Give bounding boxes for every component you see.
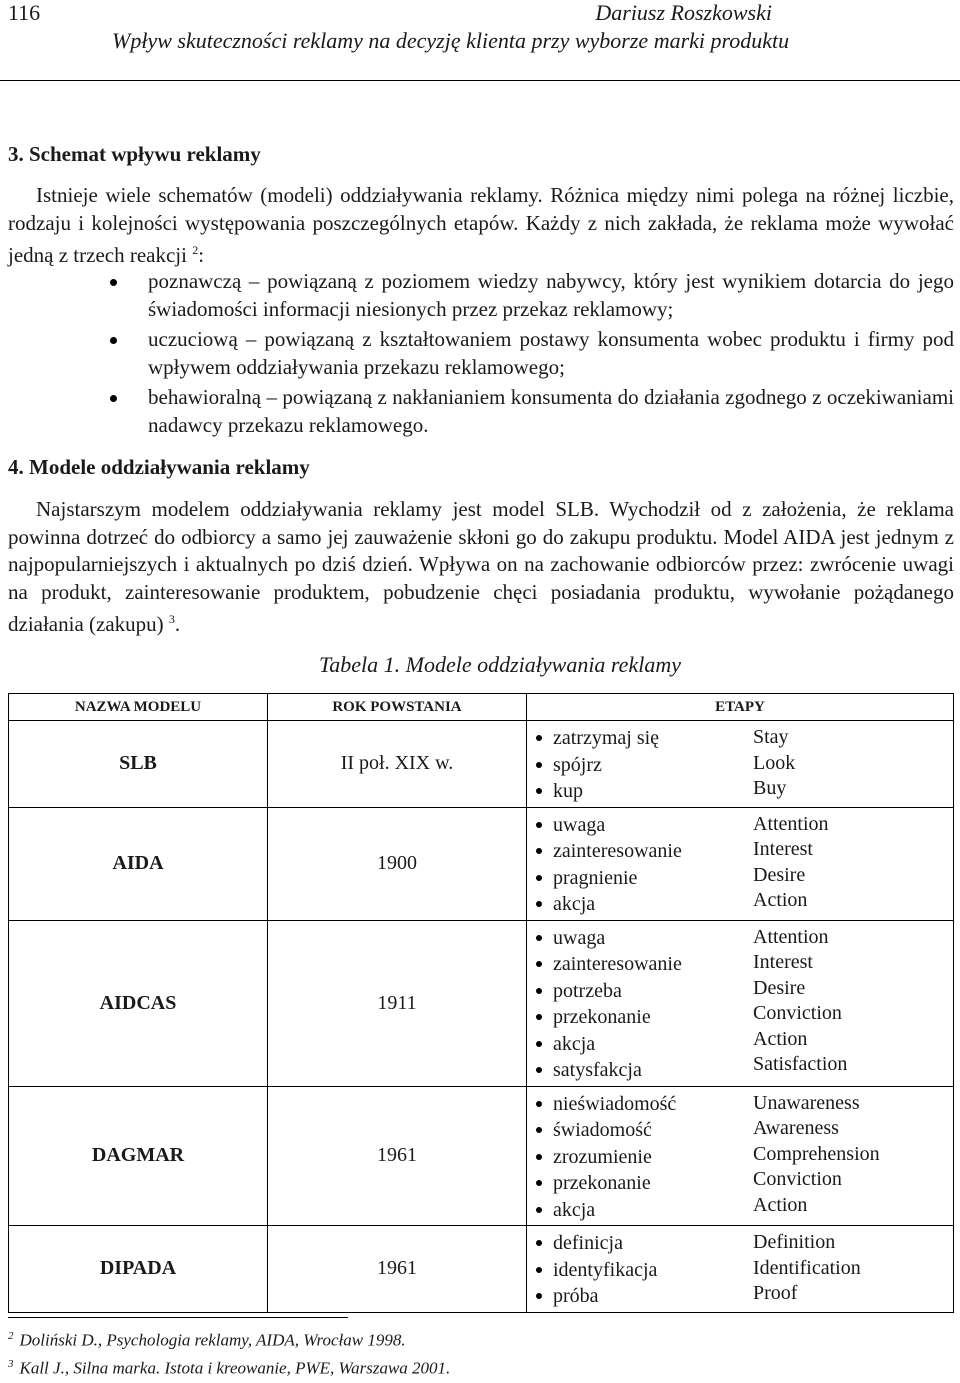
- bullet-text: uczuciową – powiązaną z kształtowaniem postawy konsumenta wobec produktu i firmy pod wpływem oddziaływania przekazu reklamowego;: [148, 327, 954, 379]
- stage-item-en: Stay: [753, 726, 789, 748]
- footnote-ref-3: 3: [168, 612, 175, 626]
- stage-text: akcja: [553, 1198, 596, 1221]
- polish-stages-list: [527, 725, 753, 805]
- bullet-icon: [536, 875, 542, 881]
- footnote-number: 3: [8, 1358, 14, 1370]
- bullet-icon: [536, 988, 542, 994]
- bullet-icon: [536, 1154, 542, 1160]
- polish-stages-list: [527, 812, 753, 918]
- stage-item-en: Satisfaction: [753, 1053, 848, 1075]
- stage-item-en: Desire: [753, 976, 806, 999]
- model-year-cell: II poł. XIX w.: [268, 721, 527, 808]
- bullet-text: poznawczą – powiązaną z poziomem wiedzy nabywcy, który jest wynikiem dotarcia do jego świadomości informacji niesionych przez przekaz reklamowy;: [148, 269, 954, 321]
- intro-end: :: [198, 243, 205, 267]
- stage-item-pl: [527, 951, 753, 978]
- running-title: Wpływ skuteczności reklamy na decyzję klienta przy wyborze marki produktu: [112, 28, 790, 53]
- stage-text: pragnienie: [553, 866, 638, 889]
- paragraph-end: .: [174, 612, 181, 636]
- bullet-icon: [536, 901, 542, 907]
- stage-item-en: Desire: [753, 863, 806, 886]
- model-name-cell: DAGMAR: [9, 1086, 268, 1226]
- intro-text: Istnieje wiele schematów (modeli) oddziaływania reklamy. Różnica między nimi polega na różnej liczbie, rodzaju i kolejności występowania poszczególnych etapów. Każdy z nich zakłada, że reklama może wywołać jedną z trzech reakcji: [8, 183, 954, 267]
- footnote-3: [8, 1358, 450, 1379]
- stage-text: świadomość: [553, 1119, 652, 1141]
- stage-text: nieświadomość: [553, 1092, 677, 1115]
- bullet-icon: [536, 1067, 542, 1073]
- stage-item-en: Proof: [753, 1282, 798, 1304]
- bullet-icon: [536, 1127, 542, 1133]
- stage-item-pl: [527, 1283, 753, 1310]
- stage-text: zatrzymaj się: [553, 727, 660, 749]
- stage-text: zainteresowanie: [553, 953, 682, 975]
- bullet-icon: [536, 788, 542, 794]
- stage-item-pl: [527, 865, 753, 892]
- stage-text: przekonanie: [553, 1172, 651, 1194]
- bullet-icon: [536, 1101, 542, 1107]
- bullet-icon: [536, 1014, 542, 1020]
- footnote-number: 2: [8, 1330, 14, 1342]
- stage-item-pl: [527, 1230, 753, 1257]
- bullet-icon: [536, 848, 542, 854]
- stage-item-pl: [527, 1004, 753, 1031]
- stage-item-pl: [527, 1091, 753, 1118]
- column-header-year: ROK POWSTANIA: [268, 694, 527, 721]
- polish-stages-list: [527, 925, 753, 1084]
- stage-item-en: Attention: [753, 925, 829, 948]
- stage-text: przekonanie: [553, 1006, 651, 1028]
- stage-item-pl: [527, 1117, 753, 1144]
- column-header-stages: ETAPY: [527, 694, 954, 721]
- model-year-cell: 1911: [268, 920, 527, 1086]
- section-3-intro: [8, 182, 954, 270]
- list-item: [8, 326, 954, 381]
- stage-text: identyfikacja: [553, 1258, 658, 1281]
- column-header-name: NAZWA MODELU: [9, 694, 268, 721]
- model-year-cell: 1900: [268, 807, 527, 920]
- stage-item-pl: [527, 812, 753, 839]
- list-item: [8, 384, 954, 439]
- model-year-cell: 1961: [268, 1086, 527, 1226]
- stage-item-en: Awareness: [753, 1117, 839, 1139]
- english-stages-list: [753, 725, 953, 805]
- stage-item-pl: [527, 978, 753, 1005]
- bullet-icon: [536, 735, 542, 741]
- stages-grid: [527, 1230, 953, 1310]
- stage-item-pl: [527, 925, 753, 952]
- bullet-icon: [536, 1267, 542, 1273]
- stage-item-pl: [527, 778, 753, 805]
- bullet-icon: [536, 762, 542, 768]
- footnote-text: Doliński D., Psychologia reklamy, AIDA, Wrocław 1998.: [19, 1330, 406, 1350]
- model-stages-cell: [527, 1226, 954, 1313]
- bullet-icon: [536, 935, 542, 941]
- bullet-icon: [536, 1207, 542, 1213]
- stage-text: zainteresowanie: [553, 840, 682, 862]
- stage-item-pl: [527, 1197, 753, 1224]
- model-name-cell: DIPADA: [9, 1226, 268, 1313]
- footnote-2: [8, 1330, 406, 1351]
- model-name-cell: AIDA: [9, 807, 268, 920]
- stage-item-en: Attention: [753, 812, 829, 835]
- model-stages-cell: [527, 807, 954, 920]
- bullet-icon: [536, 1041, 542, 1047]
- footnote-text: Kall J., Silna marka. Istota i kreowanie, PWE, Warszawa 2001.: [19, 1358, 451, 1378]
- paragraph-text: Najstarszym modelem oddziaływania reklamy jest model SLB. Wychodził od z założenia, że reklama powinna dotrzeć do odbiorcy a samo jej zauważenie skłoni go do zakupu produktu. Model AIDA jest jednym z najpopularniejszych i aktualnych po dziś dzień. Wpływa on na zachowanie odbiorców przez: zwrócenie uwagi na produkt, zainteresowanie produktem, pobudzenie chęci posiadania produktu, wywołanie pożądanego działania (zakupu): [8, 497, 954, 636]
- stage-item-en: Comprehension: [753, 1142, 880, 1165]
- bullet-icon: [536, 822, 542, 828]
- stage-item-en: Unawareness: [753, 1091, 860, 1114]
- stage-item-en: Buy: [753, 777, 787, 799]
- stage-item-pl: [527, 838, 753, 865]
- reaction-list: [8, 268, 954, 442]
- stage-item-pl: [527, 725, 753, 752]
- section-3-heading: 3. Schemat wpływu reklamy: [8, 142, 261, 166]
- stage-text: potrzeba: [553, 979, 622, 1002]
- polish-stages-list: [527, 1230, 753, 1310]
- bullet-icon: [536, 1180, 542, 1186]
- models-table: [8, 693, 954, 1313]
- model-stages-cell: [527, 1086, 954, 1226]
- table-row: [9, 807, 954, 920]
- section-4-heading: 4. Modele oddziaływania reklamy: [8, 455, 310, 479]
- stage-item-en: Look: [753, 751, 796, 774]
- bullet-icon: [536, 961, 542, 967]
- stage-text: akcja: [553, 893, 596, 915]
- model-name-cell: SLB: [9, 721, 268, 808]
- stages-grid: [527, 725, 953, 805]
- table-body: [9, 721, 954, 1313]
- stage-item-pl: [527, 891, 753, 918]
- section-4-paragraph: [8, 496, 954, 639]
- author-name: Dariusz Roszkowski: [595, 0, 772, 25]
- stages-grid: [527, 925, 953, 1084]
- stage-item-en: Action: [753, 1193, 808, 1216]
- english-stages-list: [753, 925, 953, 1084]
- footnote-ref-2: 2: [192, 243, 199, 257]
- stage-text: kup: [553, 780, 583, 802]
- stage-item-pl: [527, 752, 753, 779]
- stage-text: definicja: [553, 1232, 623, 1254]
- stage-item-pl: [527, 1144, 753, 1171]
- table-caption: Tabela 1. Modele oddziaływania reklamy: [319, 652, 681, 677]
- bullet-icon: [110, 279, 117, 286]
- list-item: [8, 268, 954, 323]
- stage-item-en: Interest: [753, 838, 813, 860]
- table-row: [9, 1226, 954, 1313]
- stage-item-en: Definition: [753, 1231, 836, 1253]
- table-row: [9, 721, 954, 808]
- bullet-icon: [110, 337, 117, 344]
- model-stages-cell: [527, 721, 954, 808]
- model-year-cell: 1961: [268, 1226, 527, 1313]
- stage-text: uwaga: [553, 926, 606, 949]
- stage-text: akcja: [553, 1032, 596, 1055]
- english-stages-list: [753, 812, 953, 918]
- page-number: 116: [8, 0, 41, 25]
- stage-text: uwaga: [553, 813, 606, 836]
- bullet-icon: [110, 395, 117, 402]
- stage-item-pl: [527, 1170, 753, 1197]
- english-stages-list: [753, 1091, 953, 1224]
- stages-grid: [527, 1091, 953, 1224]
- bullet-icon: [536, 1293, 542, 1299]
- stage-item-en: Interest: [753, 951, 813, 973]
- stage-text: spójrz: [553, 753, 602, 776]
- bullet-text: behawioralną – powiązaną z nakłanianiem konsumenta do działania zgodnego z oczekiwaniami nadawcy przekazu reklamowego.: [148, 385, 954, 437]
- bullet-icon: [536, 1240, 542, 1246]
- stage-item-pl: [527, 1057, 753, 1084]
- model-name-cell: AIDCAS: [9, 920, 268, 1086]
- stage-item-en: Identification: [753, 1256, 861, 1279]
- stage-text: zrozumienie: [553, 1145, 652, 1168]
- page-header: [0, 0, 960, 81]
- stage-item-pl: [527, 1031, 753, 1058]
- stage-item-en: Conviction: [753, 1168, 842, 1190]
- stage-text: próba: [553, 1285, 599, 1307]
- table-header-row: [9, 694, 954, 721]
- stages-grid: [527, 812, 953, 918]
- table-row: [9, 920, 954, 1086]
- polish-stages-list: [527, 1091, 753, 1224]
- stage-item-en: Action: [753, 889, 808, 911]
- stage-text: satysfakcja: [553, 1059, 642, 1081]
- footnote-divider: [8, 1317, 348, 1318]
- table-row: [9, 1086, 954, 1226]
- stage-item-en: Action: [753, 1027, 808, 1050]
- model-stages-cell: [527, 920, 954, 1086]
- stage-item-pl: [527, 1257, 753, 1284]
- stage-item-en: Conviction: [753, 1002, 842, 1024]
- english-stages-list: [753, 1230, 953, 1310]
